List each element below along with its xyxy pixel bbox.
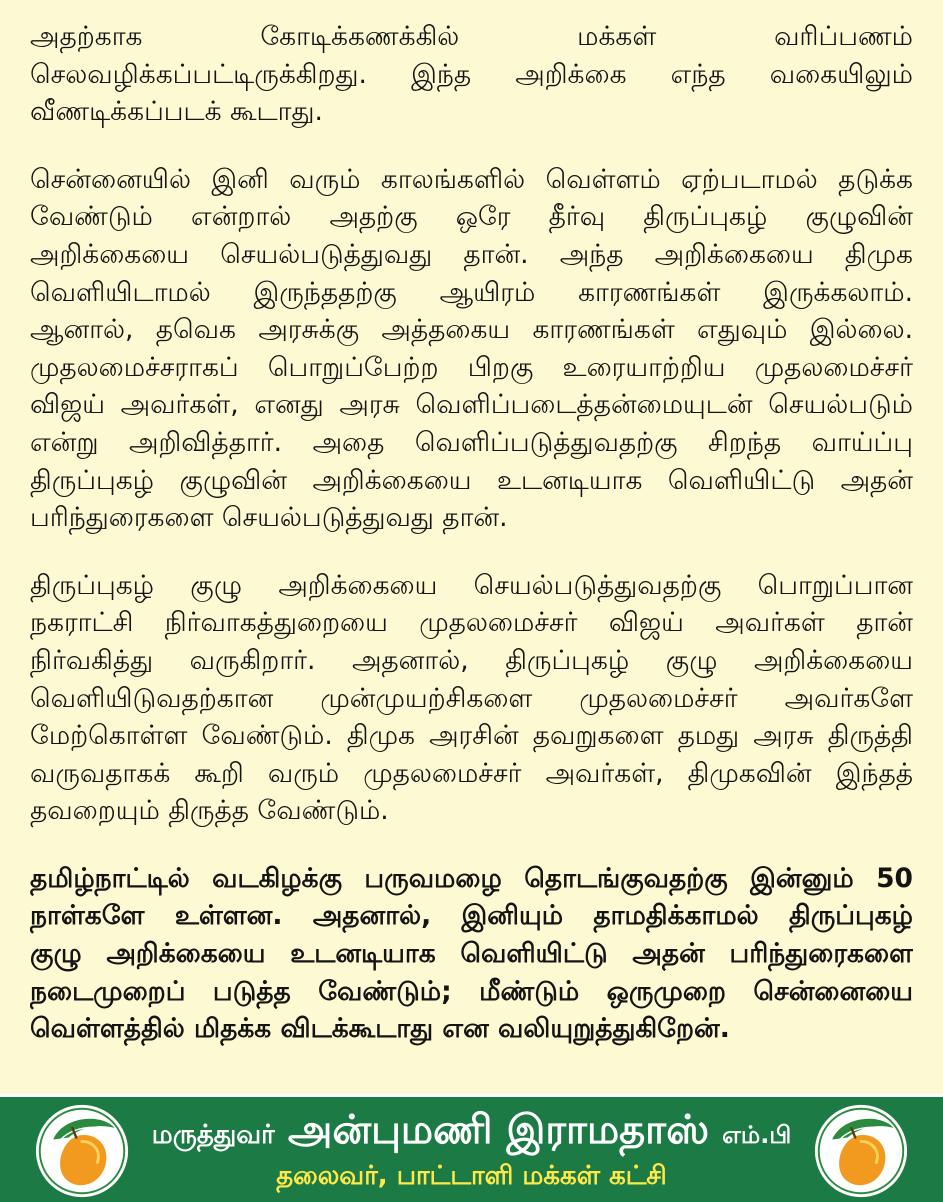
paragraph-line: முதலமைச்சராகப் பொறுப்பேற்ற பிறகு உரையாற்றிய முதலமைச்சர் (30, 351, 913, 383)
paragraph-line: அதற்காக கோடிக்கணக்கில் மக்கள் வரிப்பணம் (30, 21, 913, 52)
paragraph-line: வருவதாகக் கூறி வரும் முதலமைச்சர் அவர்கள், திமுகவின் இந்தத் (30, 757, 913, 789)
signature-footer (0, 1094, 943, 1202)
paragraph (30, 161, 913, 537)
signatory-title: மருத்துவர் (151, 1120, 275, 1150)
mango-leaf-emblem-icon (813, 1103, 909, 1199)
paragraph-line: நிர்வகித்து வருகிறார். அதனால், திருப்புகழ் குழு அறிக்கையை (30, 644, 913, 676)
paragraph-line: திருப்புகழ் குழு அறிக்கையை செயல்படுத்துவதற்கு பொறுப்பான (30, 569, 913, 601)
paragraph-line: பரிந்துரைகளை செயல்படுத்துவது தான். (30, 502, 508, 534)
paragraph-line: குழு அறிக்கையை உடனடியாக வெளியிட்டு அதன் பரிந்துரைகளை (30, 938, 913, 970)
paragraph-line: வீணடிக்கப்படக் கூடாது. (30, 96, 323, 128)
paragraph-line: தமிழ்நாட்டில் வடகிழக்கு பருவமழை தொடங்குவதற்கு இன்னும் 50 (30, 862, 913, 894)
paragraph (30, 18, 913, 131)
statement-body (30, 18, 913, 1078)
paragraph-line: சென்னையில் இனி வரும் காலங்களில் வெள்ளம் ஏற்படாமல் தடுக்க (30, 163, 913, 195)
paragraph-line: வேண்டும் என்றால் அதற்கு ஒரே தீர்வு திருப்புகழ் குழுவின் (30, 201, 913, 233)
signatory-suffix: எம்.பி (722, 1121, 792, 1149)
paragraph-line: வெளியிடாமல் இருந்ததற்கு ஆயிரம் காரணங்கள் இருக்கலாம். (30, 276, 913, 308)
paragraph-line: வெளியிடுவதற்கான முன்முயற்சிகளை முதலமைச்சர் அவர்களே (30, 682, 913, 714)
paragraph (30, 860, 913, 1048)
paragraph-line: விஜய் அவர்கள், எனது அரசு வெளிப்படைத்தன்மையுடன் செயல்படும் (30, 389, 913, 421)
paragraph-line: செலவழிக்கப்பட்டிருக்கிறது. இந்த அறிக்கை எந்த வகையிலும் (30, 58, 913, 90)
paragraph-line: நாள்களே உள்ளன. அதனால், இனியும் தாமதிக்காமல் திருப்புகழ் (30, 900, 913, 932)
paragraph-line: என்று அறிவித்தார். அதை வெளிப்படுத்துவதற்கு சிறந்த வாய்ப்பு (30, 426, 913, 458)
paragraph-line: நகராட்சி நிர்வாகத்துறையை முதலமைச்சர் விஜய் அவர்கள் தான் (30, 607, 913, 639)
paragraph-line: தவறையும் திருத்த வேண்டும். (30, 795, 389, 827)
paragraph-line: வெள்ளத்தில் மிதக்க விடக்கூடாது என வலியுறுத்துகிறேன். (30, 1013, 730, 1045)
paragraph-line: மேற்கொள்ள வேண்டும். திமுக அரசின் தவறுகளை தமது அரசு திருத்தி (30, 720, 913, 752)
signatory-name-line (0, 1107, 943, 1158)
signatory-name: அன்புமணி இராமதாஸ் (287, 1107, 710, 1153)
paragraph-line: திருப்புகழ் குழுவின் அறிக்கையை உடனடியாக வெளியிட்டு அதன் (30, 464, 913, 496)
paragraph-line: ஆனால், தவெக அரசுக்கு அத்தகைய காரணங்கள் எதுவும் இல்லை. (30, 314, 913, 346)
paragraph-line: நடைமுறைப் படுத்த வேண்டும்; மீண்டும் ஒருமுறை சென்னையை (30, 975, 913, 1007)
paragraph (30, 567, 913, 830)
signatory-role: தலைவர், பாட்டாளி மக்கள் கட்சி (276, 1161, 667, 1191)
paragraph-line: அறிக்கையை செயல்படுத்துவது தான். அந்த அறிக்கையை திமுக (30, 238, 913, 270)
